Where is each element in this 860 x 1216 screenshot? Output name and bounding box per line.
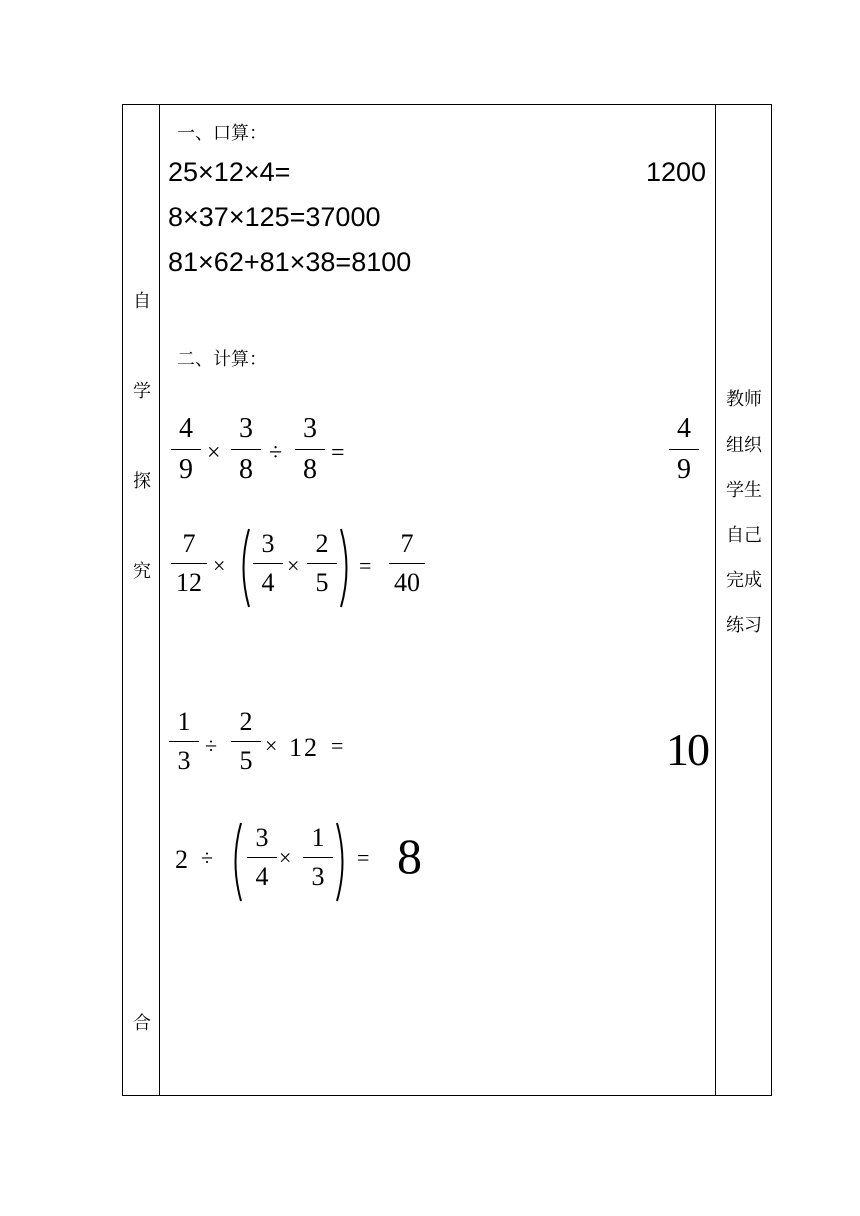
fraction: 3 8 (295, 415, 325, 484)
left-paren (229, 821, 243, 903)
operator: × (207, 440, 221, 466)
answer: 10 (666, 724, 708, 775)
fraction: 2 5 (231, 709, 261, 774)
section2-heading: 二、计算： (177, 349, 267, 370)
fraction: 1 3 (303, 825, 333, 890)
fraction: 3 4 (247, 825, 277, 890)
operator: × (213, 553, 226, 578)
answer: 8 (397, 828, 422, 884)
right-paren (339, 527, 353, 609)
operator: ÷ (269, 440, 283, 466)
teacher-note-line: 练习 (726, 615, 762, 636)
left-label-char: 自 (133, 291, 151, 312)
fraction: 7 12 (171, 531, 207, 596)
equals-sign: = (331, 733, 344, 758)
operator: × (279, 845, 292, 870)
answer-fraction: 7 40 (389, 531, 425, 596)
column-divider-right (715, 105, 716, 1095)
fraction: 3 8 (231, 415, 261, 484)
oral-line-2: 8×37×125=37000 (168, 202, 381, 232)
left-label-char: 合 (133, 1013, 151, 1034)
operator: × (265, 733, 278, 758)
column-divider-left (159, 105, 160, 1095)
left-label-char: 究 (133, 561, 151, 582)
equals-sign: = (331, 440, 345, 466)
integer: 12 (289, 733, 319, 762)
teacher-note-line: 自己 (726, 525, 762, 546)
teacher-note-line: 完成 (726, 570, 762, 591)
oral-line-1: 25×12×4= (168, 157, 291, 187)
integer: 2 (175, 845, 188, 874)
equals-sign: = (359, 553, 372, 578)
left-paren (237, 527, 251, 609)
lesson-table (122, 104, 772, 1096)
answer-fraction: 4 9 (669, 415, 699, 484)
operator: × (287, 553, 300, 578)
fraction: 3 4 (253, 531, 283, 596)
teacher-note-line: 组织 (726, 435, 762, 456)
operator: ÷ (205, 733, 218, 758)
teacher-note-line: 学生 (726, 480, 762, 501)
oral-line-3: 81×62+81×38=8100 (168, 247, 412, 277)
teacher-note-line: 教师 (726, 389, 762, 410)
left-label-char: 学 (133, 381, 151, 402)
right-paren (335, 821, 349, 903)
operator: ÷ (201, 845, 214, 870)
section1-heading: 一、口算： (177, 123, 267, 144)
left-label-char: 探 (133, 471, 151, 492)
fraction: 2 5 (307, 531, 337, 596)
fraction: 4 9 (171, 415, 201, 484)
oral-answer-1: 1200 (646, 157, 707, 187)
equals-sign: = (357, 845, 370, 870)
fraction: 1 3 (169, 709, 199, 774)
